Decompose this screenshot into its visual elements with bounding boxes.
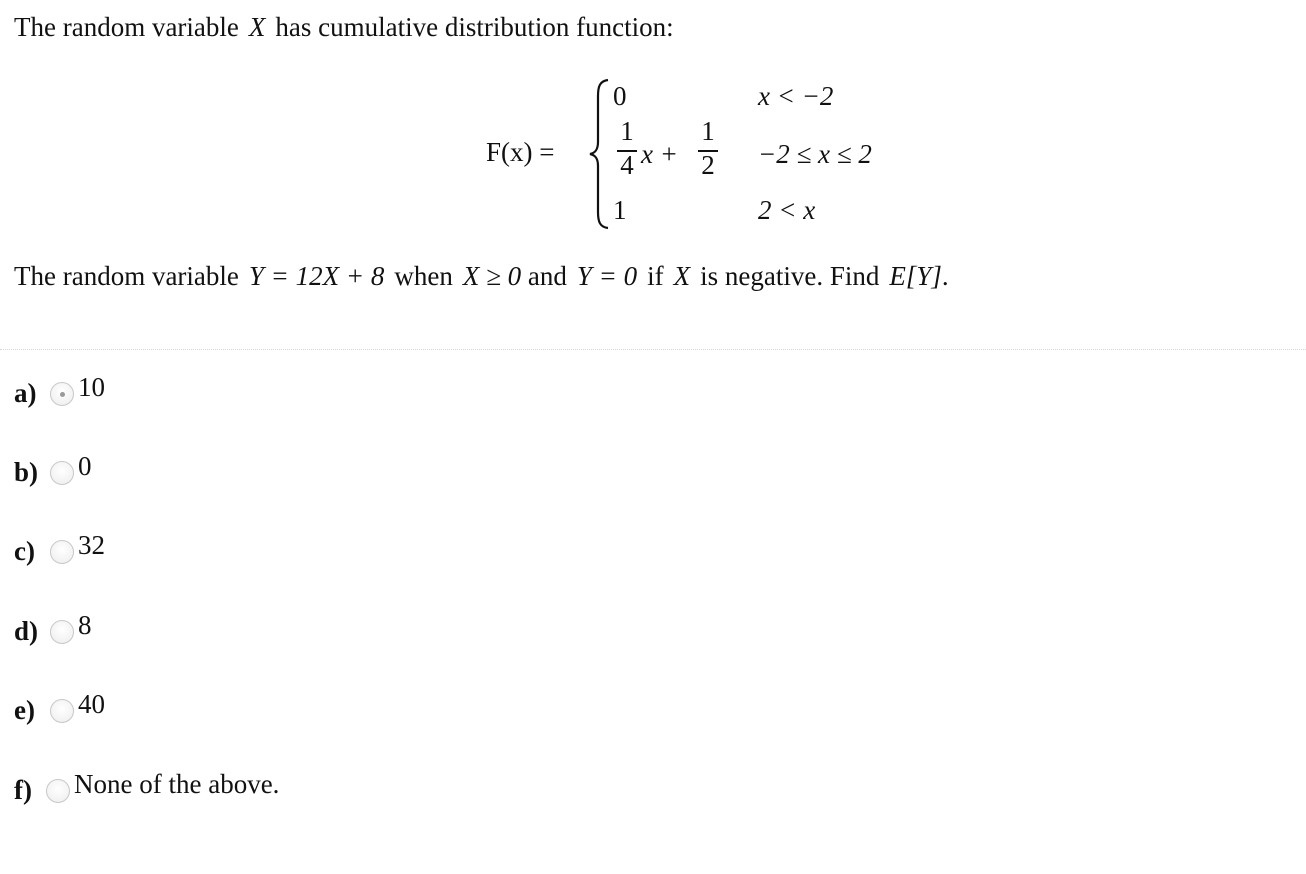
answer-option-f[interactable] <box>14 767 279 807</box>
option-text: 0 <box>78 450 92 481</box>
intro-text-end: has cumulative distribution function: <box>275 12 674 42</box>
answer-option-a[interactable] <box>14 370 105 410</box>
radio-button-b[interactable] <box>50 461 74 485</box>
answer-option-c[interactable] <box>14 528 105 568</box>
fraction-denominator: 2 <box>701 150 715 180</box>
left-brace-icon <box>588 78 610 230</box>
radio-button-c[interactable] <box>50 540 74 564</box>
radio-button-e[interactable] <box>50 699 74 723</box>
cdf-row2-mid: x + <box>641 139 678 169</box>
question-math: X ≥ 0 <box>462 261 522 291</box>
question-math: Y = 12X + 8 <box>248 261 385 291</box>
answer-option-e[interactable] <box>14 687 105 727</box>
fraction-denominator: 4 <box>620 150 634 180</box>
radio-button-a[interactable] <box>50 382 74 406</box>
answer-option-d[interactable] <box>14 608 92 648</box>
question-part: . <box>941 261 949 291</box>
intro-text: The random variable <box>14 12 239 42</box>
option-text: None of the above. <box>74 768 280 799</box>
question-part: and <box>527 261 567 291</box>
option-text: 32 <box>78 529 105 560</box>
question-part: is negative. Find <box>700 261 880 291</box>
question-part: when <box>394 261 453 291</box>
cdf-row3-condition: 2 < x <box>758 195 816 225</box>
option-letter: d) <box>14 615 39 646</box>
problem-intro <box>14 10 674 44</box>
question-part: The random variable <box>14 261 239 291</box>
cdf-row1-value: 0 <box>613 81 627 111</box>
option-text: 8 <box>78 609 92 640</box>
option-letter: c) <box>14 535 35 566</box>
answer-option-b[interactable] <box>14 449 92 489</box>
option-letter: a) <box>14 377 37 408</box>
cdf-piecewise-formula <box>486 76 926 236</box>
question-math: E[Y] <box>889 261 942 291</box>
fraction-numerator: 1 <box>701 116 715 146</box>
fraction-one-half <box>696 116 720 182</box>
question-math: X <box>673 261 691 291</box>
fraction-one-quarter <box>615 116 639 182</box>
option-letter: e) <box>14 694 35 725</box>
intro-variable: X <box>248 12 266 42</box>
option-text: 10 <box>78 371 105 402</box>
fraction-numerator: 1 <box>620 116 634 146</box>
cdf-row3-value: 1 <box>613 195 627 225</box>
section-divider <box>0 349 1306 350</box>
radio-button-f[interactable] <box>46 779 70 803</box>
cdf-row2-condition: −2 ≤ x ≤ 2 <box>758 139 872 169</box>
option-letter: b) <box>14 456 39 487</box>
radio-button-d[interactable] <box>50 620 74 644</box>
option-text: 40 <box>78 688 105 719</box>
cdf-lhs: F(x) = <box>486 137 555 167</box>
cdf-row1-condition: x < −2 <box>758 81 834 111</box>
option-letter: f) <box>14 774 32 805</box>
question-part: if <box>647 261 664 291</box>
question-math: Y = 0 <box>576 261 638 291</box>
question-text <box>14 258 949 294</box>
